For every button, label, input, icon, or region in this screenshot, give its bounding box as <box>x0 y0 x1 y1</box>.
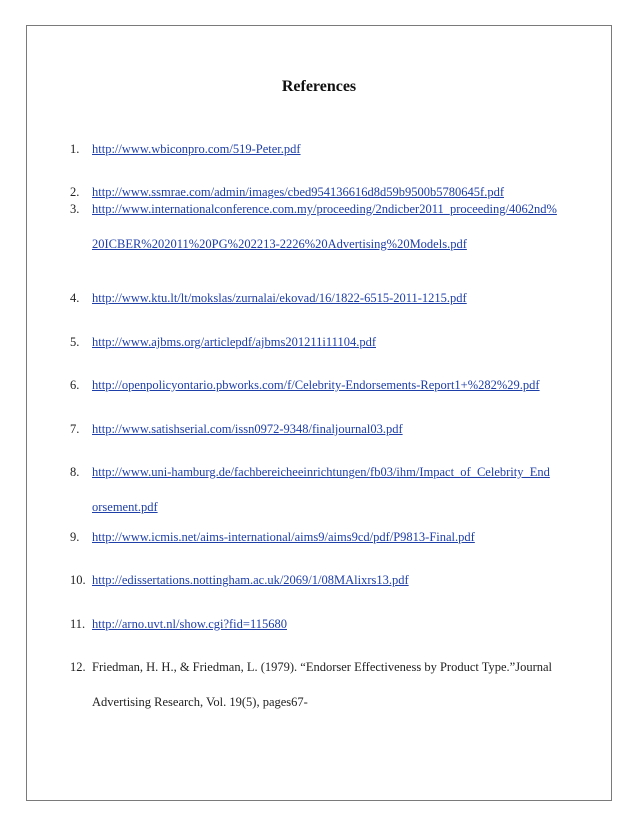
reference-link-10[interactable]: http://edissertations.nottingham.ac.uk/2069/1/08MAlixrs13.pdf <box>92 573 409 587</box>
reference-link-6[interactable]: http://openpolicyontario.pbworks.com/f/Celebrity-Endorsements-Report1+%282%29.pdf <box>92 378 540 392</box>
reference-item-3 <box>70 201 590 252</box>
reference-text-12-line-1: Friedman, H. H., & Friedman, L. (1979). “Endorser Effectiveness by Product Type.”Journal <box>92 660 553 674</box>
reference-number: 7. <box>70 422 80 436</box>
reference-number: 4. <box>70 291 80 305</box>
reference-item-1 <box>70 141 590 157</box>
reference-item-4 <box>70 290 590 306</box>
reference-number: 1. <box>70 142 80 156</box>
reference-number: 9. <box>70 530 80 544</box>
page-title: References <box>281 78 357 95</box>
reference-number: 5. <box>70 335 80 349</box>
reference-item-10 <box>70 572 590 588</box>
reference-item-11 <box>70 616 590 632</box>
reference-number: 11. <box>70 617 86 631</box>
reference-link-9[interactable]: http://www.icmis.net/aims-international/aims9/aims9cd/pdf/P9813-Final.pdf <box>92 530 475 544</box>
reference-item-6 <box>70 377 590 393</box>
reference-item-2 <box>70 184 590 200</box>
reference-number: 10. <box>70 573 86 587</box>
reference-number: 8. <box>70 465 80 479</box>
reference-item-12 <box>70 659 590 710</box>
reference-number: 3. <box>70 202 80 216</box>
reference-item-8 <box>70 464 590 515</box>
reference-link-2[interactable]: http://www.ssmrae.com/admin/images/cbed954136616d8d59b9500b5780645f.pdf <box>92 185 504 199</box>
reference-link-5[interactable]: http://www.ajbms.org/articlepdf/ajbms201211i11104.pdf <box>92 335 376 349</box>
reference-item-5 <box>70 334 590 350</box>
reference-text-12-line-2: Advertising Research, Vol. 19(5), pages67- <box>92 695 308 709</box>
reference-link-7[interactable]: http://www.satishserial.com/issn0972-9348/finaljournal03.pdf <box>92 422 403 436</box>
reference-link-8-line-1[interactable]: http://www.uni-hamburg.de/fachbereicheeinrichtungen/fb03/ihm/Impact_of_Celebrity_End <box>92 465 550 479</box>
reference-link-1[interactable]: http://www.wbiconpro.com/519-Peter.pdf <box>92 142 301 156</box>
reference-link-3-line-1[interactable]: http://www.internationalconference.com.my/proceeding/2ndicber2011_proceeding/4062nd% <box>92 202 557 216</box>
reference-link-4[interactable]: http://www.ktu.lt/lt/mokslas/zurnalai/ekovad/16/1822-6515-2011-1215.pdf <box>92 291 467 305</box>
reference-number: 6. <box>70 378 80 392</box>
reference-link-8-line-2[interactable]: orsement.pdf <box>92 500 158 514</box>
reference-number: 12. <box>70 660 86 674</box>
reference-link-11[interactable]: http://arno.uvt.nl/show.cgi?fid=115680 <box>92 617 287 631</box>
reference-item-7 <box>70 421 590 437</box>
reference-link-3-line-2[interactable]: 20ICBER%202011%20PG%202213-2226%20Advertising%20Models.pdf <box>92 237 467 251</box>
reference-item-9 <box>70 529 590 545</box>
reference-number: 2. <box>70 185 80 199</box>
